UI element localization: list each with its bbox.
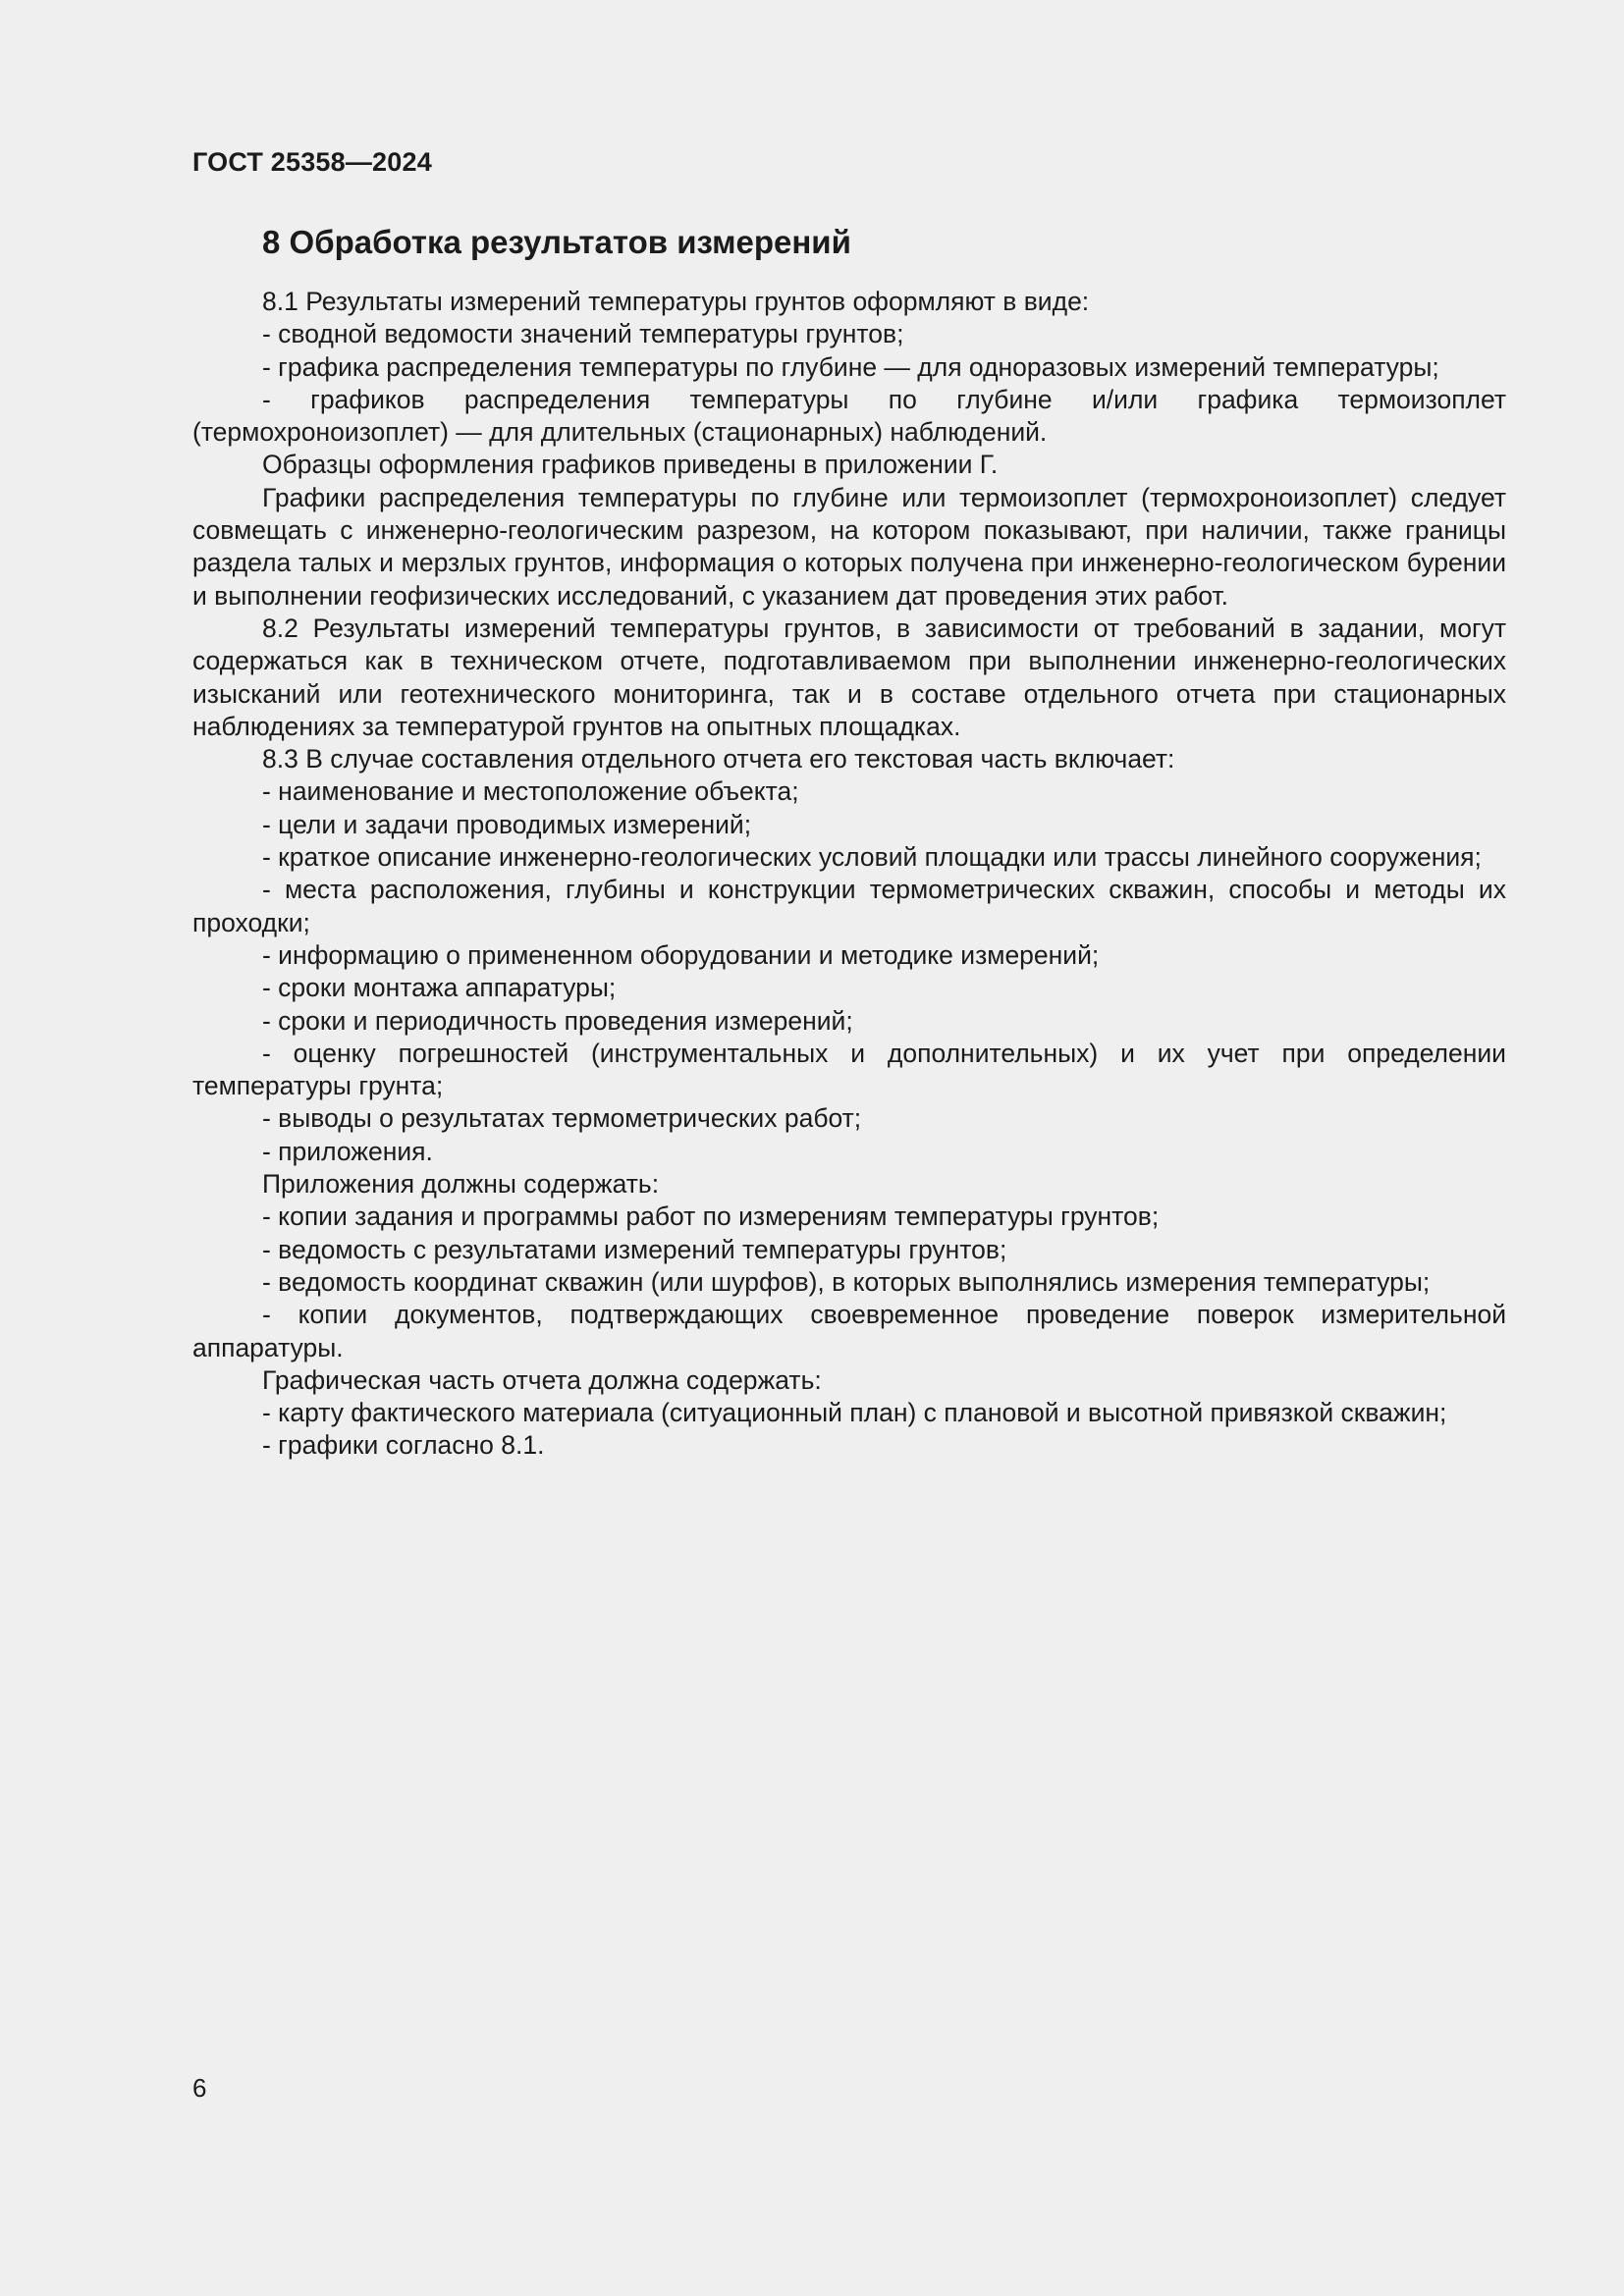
list-item: - графики согласно 8.1. <box>262 1430 545 1461</box>
paragraph: Образцы оформления графиков приведены в приложении Г. <box>262 450 999 480</box>
paragraph: Графическая часть отчета должна содержать: <box>262 1364 822 1395</box>
section-body <box>192 286 1506 1463</box>
page-number: 6 <box>192 2073 207 2103</box>
list-item: - оценку погрешностей (инструментальных и дополнительных) и их учет при определении температуры грунта; <box>192 1038 1506 1101</box>
list-item: - сроки и периодичность проведения измерений; <box>262 1005 853 1036</box>
paragraph: Графики распределения температуры по глубине или термоизоплет (термохроноизоплет) следует совмещать с инженерно-геологическим разрезом, на котором показывают, при наличии, также границы раздела талых и мерзлых грунтов, информация о которых получена при инженерно-геологическом бурении и выполнении геофизических исследований, с указанием дат проведения этих работ. <box>192 482 1506 611</box>
list-item: - краткое описание инженерно-геологических условий площадки или трассы линейного сооружения; <box>262 842 1482 873</box>
list-item: - ведомость координат скважин (или шурфов), в которых выполнялись измерения температуры; <box>262 1266 1431 1297</box>
section-title: 8 Обработка результатов измерений <box>262 224 851 260</box>
list-item: - копии задания и программы работ по измерениям температуры грунтов; <box>262 1201 1160 1232</box>
list-item: - места расположения, глубины и конструкции термометрических скважин, способы и методы их проходки; <box>192 875 1506 937</box>
list-item: - копии документов, подтверждающих своевременное проведение поверок измерительной аппаратуры. <box>192 1300 1506 1362</box>
list-item: - графиков распределения температуры по глубине и/или графика термоизоплет (термохроноизоплет) — для длительных (стационарных) наблюдений. <box>192 384 1506 448</box>
list-item: - цели и задачи проводимых измерений; <box>262 809 752 839</box>
list-item: - карту фактического материала (ситуационный план) с плановой и высотной привязкой скважин; <box>262 1398 1447 1428</box>
list-item: - ведомость с результатами измерений температуры грунтов; <box>262 1234 1007 1264</box>
paragraph: 8.3 В случае составления отдельного отчета его текстовая часть включает: <box>262 744 1175 774</box>
list-item: - сводной ведомости значений температуры грунтов; <box>262 319 904 349</box>
paragraph: Приложения должны содержать: <box>262 1169 660 1200</box>
list-item: - сроки монтажа аппаратуры; <box>262 973 617 1003</box>
list-item: - графика распределения температуры по глубине — для одноразовых измерений температуры; <box>262 351 1439 382</box>
paragraph: 8.2 Результаты измерений температуры грунтов, в зависимости от требований в задании, могут содержаться как в техническом отчете, подготавливаемом при выполнении инженерно-геологических изысканий или геотехнического мониторинга, так и в составе отдельного отчета при стационарных наблюдениях за температурой грунтов на опытных площадках. <box>192 613 1506 741</box>
list-item: - приложения. <box>262 1136 433 1166</box>
document-standard-id: ГОСТ 25358—2024 <box>192 147 432 177</box>
list-item: - выводы о результатах термометрических работ; <box>262 1103 862 1134</box>
paragraph: 8.1 Результаты измерений температуры грунтов оформляют в виде: <box>262 287 1090 316</box>
list-item: - информацию о примененном оборудовании и методике измерений; <box>262 939 1100 970</box>
list-item: - наименование и местоположение объекта; <box>262 776 799 807</box>
